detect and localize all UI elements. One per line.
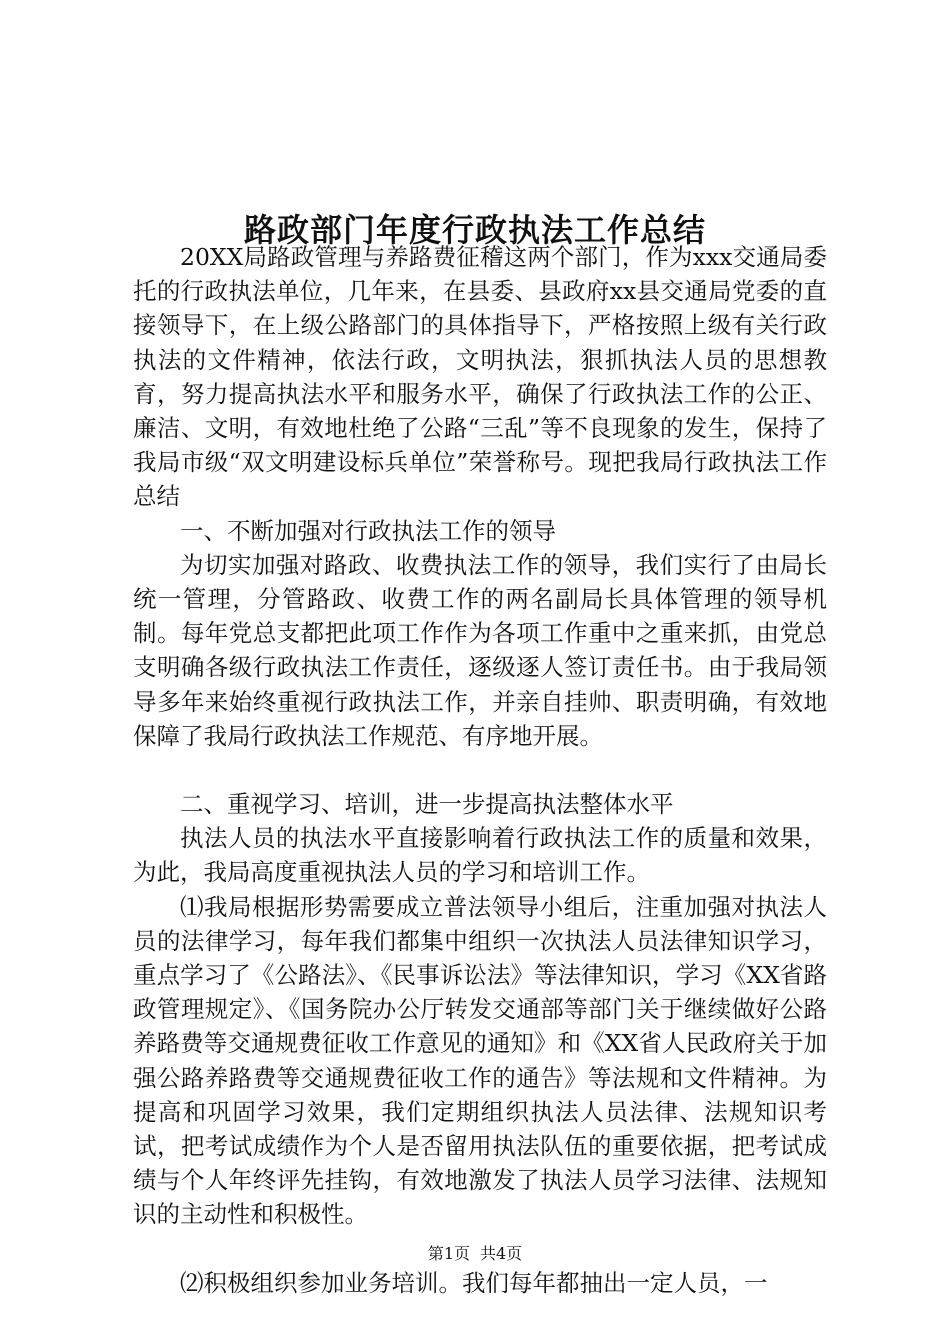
body-paragraph: ⑴我局根据形势需要成立普法领导小组后，注重加强对执法人员的法律学习，每年我们都集中组织一次执法人员法律知识学习，重点学习了《公路法》、《民事诉讼法》等法律知识，学习《XX省路政管理规定》、《国务院办公厅转发交通部等部门关于继续做好公路养路费等交通规费征收工作意见的通知》和《XX省人民政府关于加强公路养路费等交通规费征收工作的通告》等法规和文件精神。为提高和巩固学习效果，我们定期组织执法人员法律、法规知识考试，把考试成绩作为个人是否留用执法队伍的重要依据，把考试成绩与个人年终评先挂钩，有效地激发了执法人员学习法律、法规知识的主动性和积极性。 bbox=[133, 892, 827, 1229]
body-paragraph: 为切实加强对路政、收费执法工作的领导，我们实行了由局长统一管理，分管路政、收费工作的两名副局长具体管理的领导机制。每年党总支都把此项工作作为各项工作重中之重来抓，由党总支明确各级行政执法工作责任，逐级逐人签订责任书。由于我局领导多年来始终重视行政执法工作，并亲自挂帅、职责明确，有效地保障了我局行政执法工作规范、有序地开展。 bbox=[133, 550, 827, 750]
document-title: 路政部门年度行政执法工作总结 bbox=[243, 211, 706, 250]
page-total: 共4页 bbox=[480, 1244, 523, 1263]
body-paragraph: 执法人员的执法水平直接影响着行政执法工作的质量和效果，为此，我局高度重视执法人员的学习和培训工作。 bbox=[133, 824, 827, 887]
intro-paragraph: 20XX局路政管理与养路费征稽这两个部门，作为xxx交通局委托的行政执法单位，几年来，在县委、县政府xx县交通局党委的直接领导下，在上级公路部门的具体指导下，严格按照上级有关行政执法的文件精神，依法行政，文明执法，狠抓执法人员的思想教育，努力提高执法水平和服务水平，确保了行政执法工作的公正、廉洁、文明，有效地杜绝了公路“三乱”等不良现象的发生，保持了我局市级“双文明建设标兵单位”荣誉称号。现把我局行政执法工作总结 bbox=[133, 243, 827, 511]
section-heading-1: 一、不断加强对行政执法工作的领导 bbox=[180, 516, 556, 545]
document-body bbox=[133, 240, 827, 1300]
body-paragraph: ⑵积极组织参加业务培训。我们每年都抽出一定人员，一 bbox=[180, 1268, 768, 1297]
page-number: 第1页 bbox=[427, 1244, 470, 1263]
section-heading-2: 二、重视学习、培训，进一步提高执法整体水平 bbox=[180, 790, 674, 819]
page-footer bbox=[0, 1244, 950, 1264]
